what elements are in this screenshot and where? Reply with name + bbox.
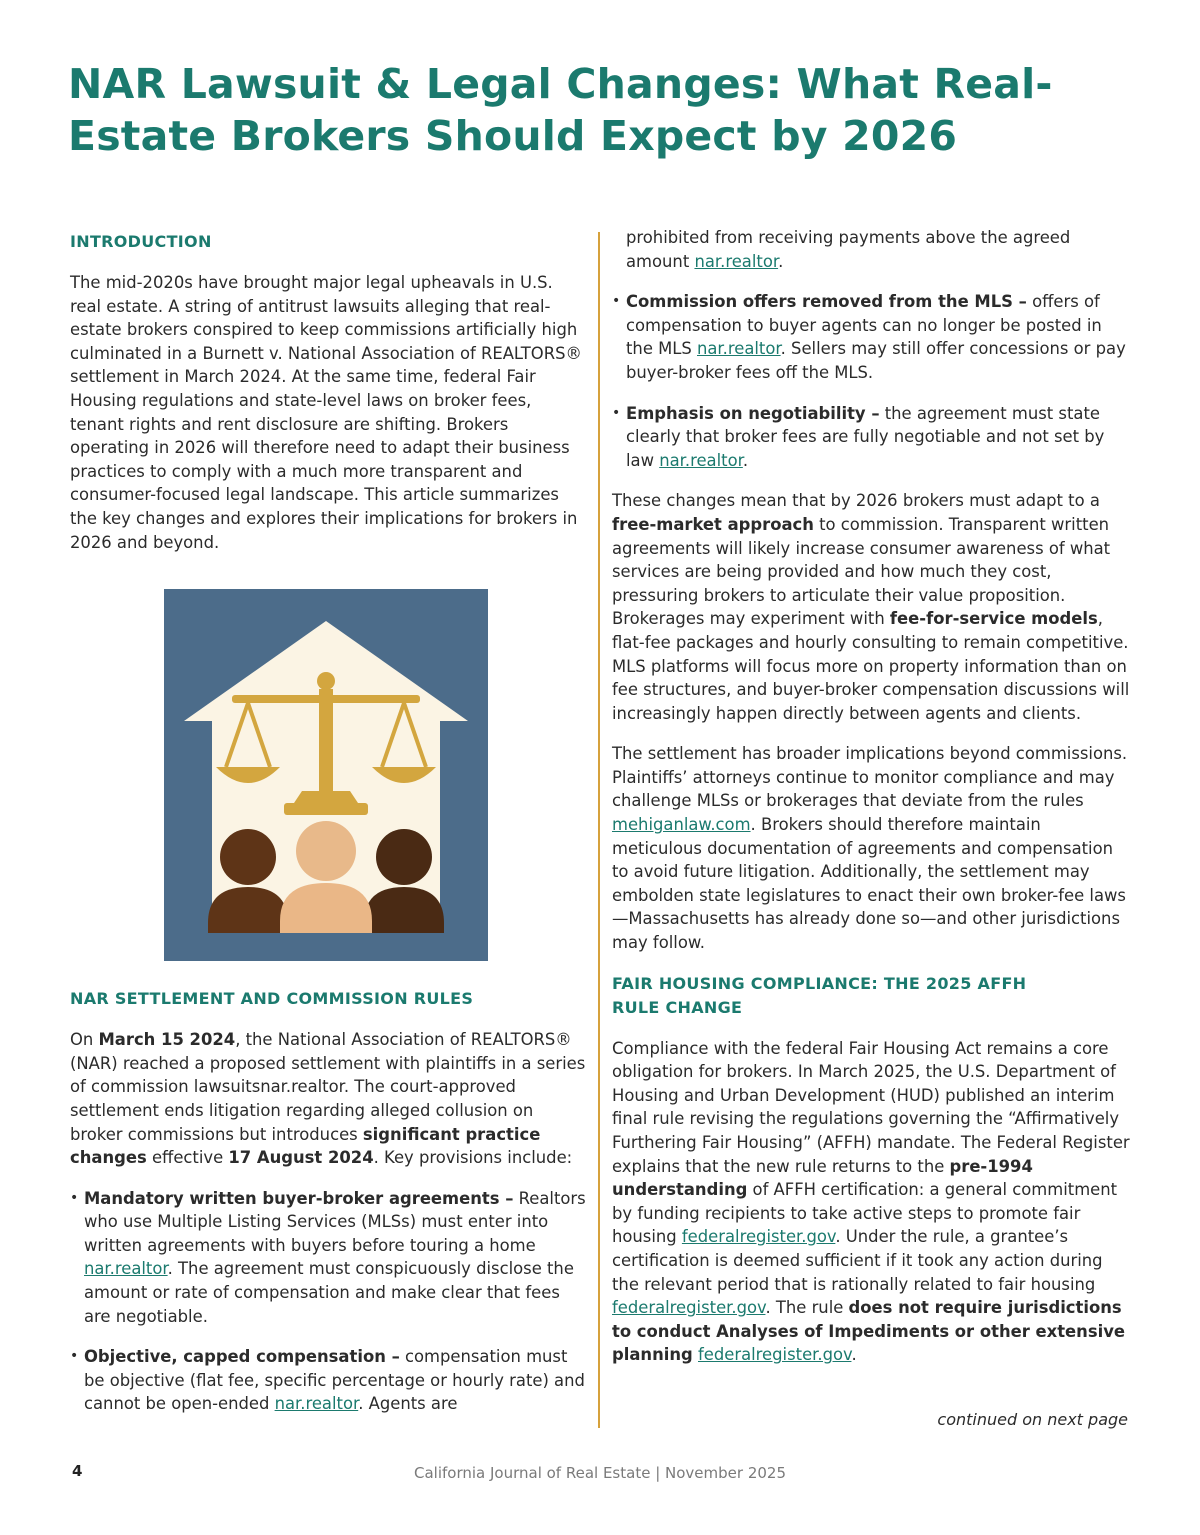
page-number: 4	[72, 1462, 83, 1480]
nar-provisions-list-continued	[612, 290, 1132, 472]
fair-housing-paragraph: Compliance with the federal Fair Housing Act remains a core obligation for brokers. In March 2025, the U.S. Department of Housing and Urban Development (HUD) published an interim final rule revising the regulations governing the “Affirmatively Furthering Fair Housing” (AFFH) mandate. The Federal Register explains that the new rule returns to the pre-1994 understanding of AFFH certification: a general commitment by funding recipients to take active steps to promote fair housing federalregister.gov. Under the rule, a grantee’s certification is deemed sufficient if it took any action during the relevant period that is rationally related to fair housing federalregister.gov. The rule does not require jurisdictions to conduct Analyses of Impediments or other extensive planning federalregister.gov.	[612, 1038, 1130, 1365]
publication-footer: California Journal of Real Estate | November 2025	[413, 1464, 786, 1482]
source-link[interactable]: nar.realtor	[659, 450, 743, 470]
left-column	[70, 230, 586, 1433]
source-link[interactable]: federalregister.gov	[681, 1227, 836, 1247]
list-item: • Commission offers removed from the MLS – offers of compensation to buyer agents can no longer be posted in the MLS nar.realtor. Sellers may still offer concessions or pay buyer-broker fees off the MLS.	[612, 290, 1132, 384]
nar-provisions-list	[70, 1187, 586, 1416]
implications-paragraph: These changes mean that by 2026 brokers must adapt to a free-market approach to commission. Transparent written agreements will likely increase consumer awareness of what services are being provided and how much they cost, pressuring brokers to articulate their value proposition. Brokerages may experiment with fee-for-service models, flat-fee packages and hourly consulting to remain competitive. MLS platforms will focus more on property information than on fee structures, and buyer-broker compensation discussions will increasingly happen directly between agents and clients.	[612, 491, 1130, 723]
intro-paragraph: The mid-2020s have brought major legal upheavals in U.S. real estate. A string of antitrust lawsuits alleging that real-estate brokers conspired to keep commissions artificially high culminated in a Burnett v. National Association of REALTORS® settlement in March 2024. At the same time, federal Fair Housing regulations and state-level laws on broker fees, tenant rights and rent disclosure are shifting. Brokers operating in 2026 will therefore need to adapt their business practices to comply with a much more transparent and consumer-focused legal landscape. This article summarizes the key changes and explores their implications for brokers in 2026 and beyond.	[70, 273, 582, 552]
broader-implications-paragraph: The settlement has broader implications beyond commissions. Plaintiffs’ attorneys continue to monitor compliance and may challenge MLSs or brokerages that deviate from the rules mehiganlaw.com. Brokers should therefore maintain meticulous documentation of agreements and compensation to avoid future litigation. Additionally, the settlement may embolden state legislatures to enact their own broker-fee laws—Massachusetts has already done so—and other jurisdictions may follow.	[612, 744, 1128, 953]
list-item: • Mandatory written buyer-broker agreements – Realtors who use Multiple Listing Services (MLSs) must enter into written agreements with buyers before touring a home nar.realtor. The agreement must conspicuously disclose the amount or rate of compensation and make clear that fees are negotiable.	[70, 1187, 586, 1329]
continued-note: continued on next page	[937, 1410, 1128, 1429]
nar-heading: NAR SETTLEMENT AND COMMISSION RULES	[70, 989, 474, 1009]
list-item: • Emphasis on negotiability – the agreement must state clearly that broker fees are fully negotiable and not set by law nar.realtor.	[612, 402, 1132, 473]
source-link[interactable]: federalregister.gov	[612, 1298, 766, 1318]
nar-paragraph: On March 15 2024, the National Association of REALTORS® (NAR) reached a proposed settlement with plaintiffs in a series of commission lawsuitsnar.realtor. The court-approved settlement ends litigation regarding alleged collusion on broker commissions but introduces significant practice changes effective 17 August 2024. Key provisions include:	[70, 1030, 586, 1168]
intro-heading: INTRODUCTION	[70, 232, 212, 251]
illustration-figure	[164, 589, 488, 961]
source-link[interactable]: mehiganlaw.com	[612, 815, 751, 835]
source-link[interactable]: nar.realtor	[274, 1394, 359, 1414]
source-link[interactable]: federalregister.gov	[698, 1345, 852, 1365]
page-title: NAR Lawsuit & Legal Changes: What Real-Estate Brokers Should Expect by 2026	[68, 60, 1053, 160]
source-link[interactable]: nar.realtor	[697, 339, 781, 359]
column-divider	[598, 232, 600, 1428]
continued-list-item: prohibited from receiving payments above the agreed amount nar.realtor.	[626, 228, 1071, 271]
source-link[interactable]: nar.realtor	[694, 251, 779, 271]
fair-housing-heading: FAIR HOUSING COMPLIANCE: THE 2025 AFFH RULE CHANGE	[612, 973, 1027, 1017]
source-link[interactable]: nar.realtor	[84, 1259, 168, 1279]
list-item: • Objective, capped compensation – compensation must be objective (flat fee, specific percentage or hourly rate) and cannot be open-ended nar.realtor. Agents are	[70, 1345, 586, 1416]
house-scales-people-icon	[164, 589, 488, 961]
right-column	[612, 226, 1132, 1367]
